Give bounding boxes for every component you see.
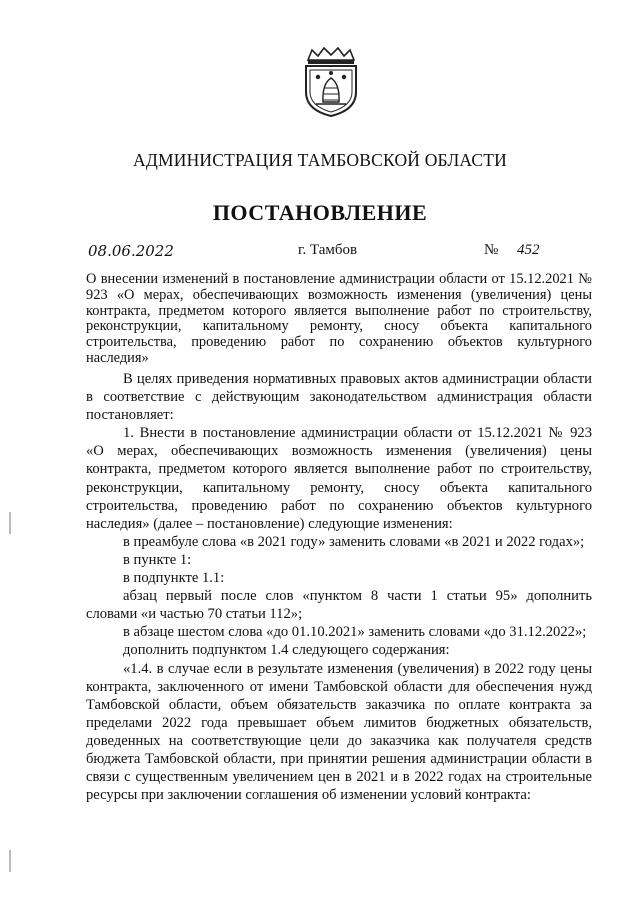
document-subject — [86, 272, 592, 367]
body-paragraph-3: в пункте 1: — [123, 551, 192, 568]
body-paragraph-2: в преамбуле слова «в 2021 году» заменить словами «в 2021 и 2022 годах»; — [123, 533, 585, 550]
body-paragraph-preamble: В целях приведения нормативных правовых актов администрации области в соответствие с действующим законодательством администрация области постановляет: — [86, 371, 592, 424]
document-type-title: ПОСТАНОВЛЕНИЕ — [212, 200, 428, 225]
body-paragraph-4: в подпункте 1.1: — [123, 570, 225, 587]
body-paragraph-8: «1.4. в случае если в результате изменения (увеличения) в 2022 году цены контракта, заключенного от имени Тамбовской области для обеспечения нужд Тамбовской области, объем обязательств заказчика по оплате контракта за пределами 2022 года превышает объем лимитов бюджетных обязательств, доведенных на соответствующие цели до заказчика как получателя средств бюджета Тамбовской области, при принятии решения администрации области в связи с существенным увеличением цен в 2021 и в 2022 годах на строительные ресурсы при заключении соглашения об изменении условий контракта: — [86, 660, 592, 804]
tambov-coat-of-arms-icon — [300, 46, 362, 118]
subject-text: О внесении изменений в постановление администрации области от 15.12.2021 № 923 «О мерах, обеспечивающих возможность изменения (увеличения) цены контракта, предметом которого является выполнение работ по строительству, реконструкции, капитальному ремонту, сносу объекта капитального строительства, проведению работ по сохранению объектов культурного наследия» — [86, 271, 592, 366]
body-paragraph-7: дополнить подпунктом 1.4 следующего содержания: — [123, 642, 450, 659]
body-paragraph-6: в абзаце шестом слова «до 01.10.2021» заменить словами «до 31.12.2022»; — [123, 624, 587, 641]
document-date: 08.06.2022 — [88, 242, 174, 260]
number-sign: № — [484, 242, 499, 258]
scan-edge-mark — [9, 512, 11, 534]
document-city: г. Тамбов — [298, 242, 358, 258]
body-paragraph-5: абзац первый после слов «пунктом 8 части 1 статьи 95» дополнить словами «и частью 70 статьи 112»; — [86, 588, 592, 623]
document-number: 452 — [517, 242, 540, 258]
document-body — [86, 370, 592, 804]
organization-name: АДМИНИСТРАЦИЯ ТАМБОВСКОЙ ОБЛАСТИ — [133, 150, 507, 170]
scan-edge-mark — [9, 850, 11, 872]
body-paragraph-1: 1. Внести в постановление администрации области от 15.12.2021 № 923 «О мерах, обеспечивающих возможность изменения (увеличения) цены контракта, предметом которого является выполнение работ по строительству, реконструкции, капитальному ремонту, сносу объекта капитального строительства, проведению работ по сохранению объектов культурного наследия» (далее – постановление) следующие изменения: — [86, 425, 592, 532]
